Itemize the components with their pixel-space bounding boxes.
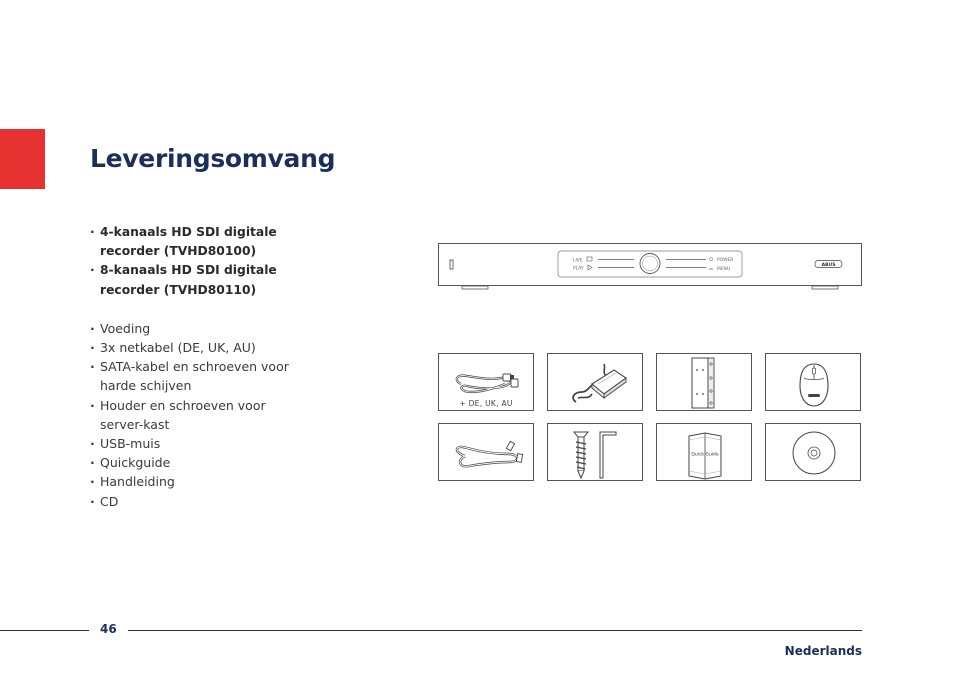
list-item: · SATA-kabel en schroeven voor: [90, 357, 350, 376]
jog-dial-icon: [640, 254, 660, 274]
quick-guide-label: Quick Guide: [691, 452, 719, 458]
list-item: · Voeding: [90, 319, 350, 338]
list-item: · CD: [90, 492, 350, 511]
list-item-continued: recorder (TVHD80110): [100, 282, 257, 297]
contents-list: [90, 223, 350, 511]
screw-icon: [548, 424, 644, 482]
list-item-continued: server-kast: [100, 416, 170, 432]
rack-bracket-icon: [657, 354, 753, 412]
sata-cable-icon: [439, 424, 535, 482]
sata-cable-cell: [438, 423, 534, 481]
power-cable-cell: [438, 353, 534, 411]
list-spacer: [90, 300, 350, 319]
list-item: · Quickguide: [90, 453, 350, 472]
list-item-continued: harde schijven: [100, 378, 192, 394]
footer-language: Nederlands: [784, 644, 862, 658]
live-label: LIVE: [573, 258, 583, 264]
list-item: · 3x netkabel (DE, UK, AU): [90, 338, 350, 357]
recorder-illustration: [438, 243, 862, 286]
menu-label: MENU: [717, 267, 731, 272]
list-item: · 8-kanaals HD SDI digitale: [90, 261, 350, 280]
power-cable-caption: + DE, UK, AU: [459, 399, 513, 408]
section-marker: [0, 129, 45, 189]
quick-guide-cell: [656, 423, 752, 481]
cd-icon: [766, 424, 862, 482]
rack-bracket-cell: [656, 353, 752, 411]
footer-rule-left: [0, 630, 89, 631]
list-item-continued: recorder (TVHD80100): [100, 244, 257, 259]
list-item: · Houder en schroeven voor: [90, 396, 350, 415]
recorder-drawing: [438, 243, 862, 291]
brand-label: ABUS: [821, 263, 836, 269]
mouse-icon: [766, 354, 862, 412]
cd-cell: [765, 423, 861, 481]
power-supply-cell: [547, 353, 643, 411]
screws-cell: [547, 423, 643, 481]
power-label: POWER: [717, 258, 734, 263]
booklet-icon: [657, 424, 753, 482]
power-supply-icon: [548, 354, 644, 412]
list-item: · USB-muis: [90, 434, 350, 453]
list-item: · 4-kanaals HD SDI digitale: [90, 223, 350, 242]
page-number: 46: [100, 622, 117, 636]
page-title: Leveringsomvang: [90, 144, 336, 173]
play-label: PLAY: [573, 266, 584, 272]
footer-rule-right: [128, 630, 862, 631]
list-item: · Handleiding: [90, 472, 350, 491]
usb-mouse-cell: [765, 353, 861, 411]
